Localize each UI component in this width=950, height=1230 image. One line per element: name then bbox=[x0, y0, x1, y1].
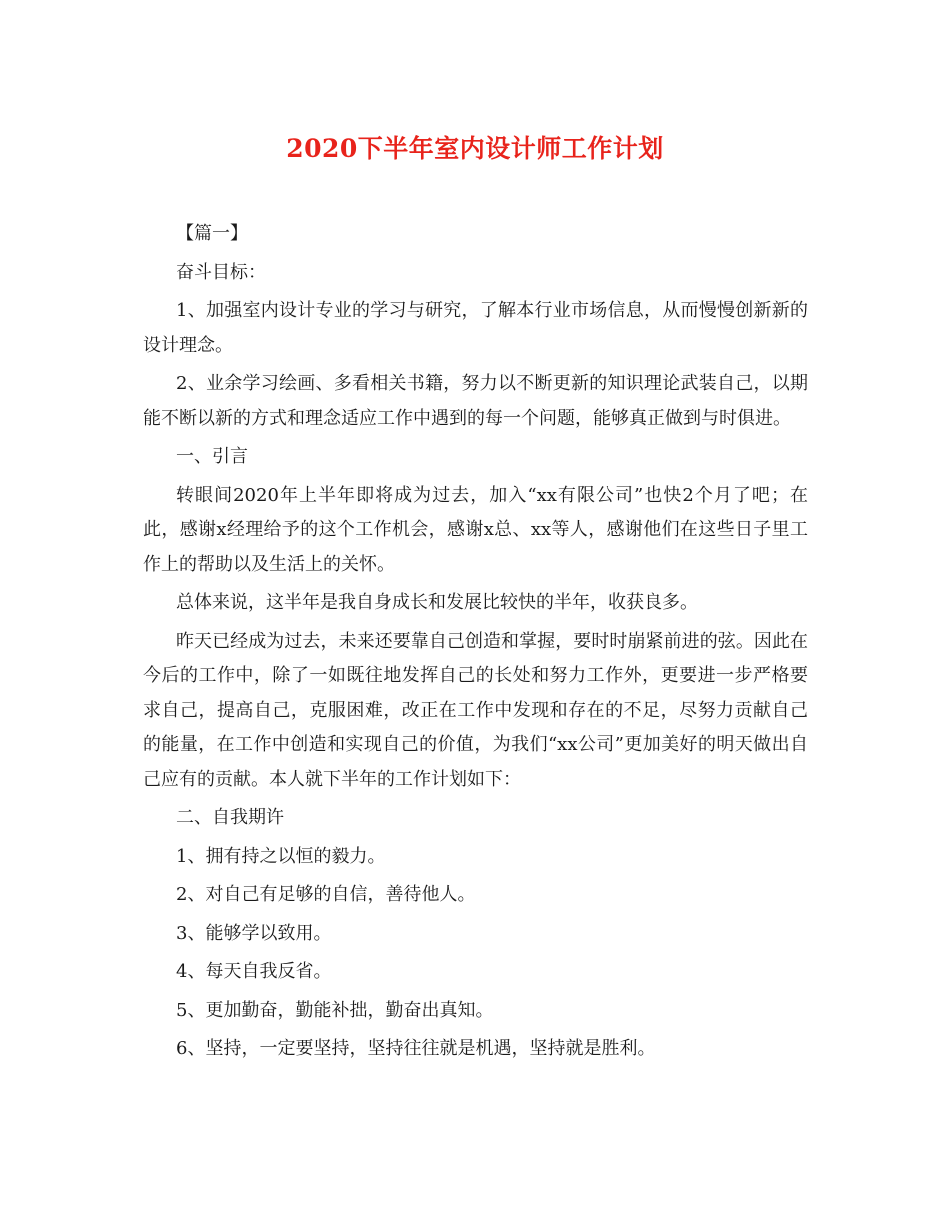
paragraph-intro-heading: 一、引言 bbox=[176, 446, 248, 467]
paragraph-goal-2: 2、业余学习绘画、多看相关书籍，努力以不断更新的知识理论武装自己，以期能不断以新的方式和理念适应工作中遇到的每一个问题，能够真正做到与时俱进。 bbox=[143, 373, 808, 429]
paragraph-expectations-heading: 二、自我期许 bbox=[176, 807, 284, 828]
paragraph-intro-text: 转眼间2020年上半年即将成为过去，加入“xx有限公司”也快2个月了吧；在此，感谢x经理给予的这个工作机会，感谢x总、xx等人，感谢他们在这些日子里工作上的帮助以及生活上的关怀。 bbox=[143, 484, 808, 575]
document-title: 2020下半年室内设计师工作计划 bbox=[286, 134, 664, 163]
paragraph-expectation-1: 1、拥有持之以恒的毅力。 bbox=[176, 845, 386, 867]
paragraph-expectation-5: 5、更加勤奋，勤能补拙，勤奋出真知。 bbox=[176, 999, 494, 1021]
document-body bbox=[143, 217, 808, 1071]
paragraph-goals-heading: 奋斗目标： bbox=[176, 261, 266, 283]
paragraph-outlook: 昨天已经成为过去，未来还要靠自己创造和掌握，要时时崩紧前进的弦。因此在今后的工作中，除了一如既往地发挥自己的长处和努力工作外，更要进一步严格要求自己，提高自己，克服困难，改正在工作中发现和存在的不足，尽努力贡献自己的能量，在工作中创造和实现自己的价值，为我们“xx公司”更加美好的明天做出自己应有的贡献。本人就下半年的工作计划如下： bbox=[143, 630, 808, 790]
paragraph-goal-1: 1、加强室内设计专业的学习与研究，了解本行业市场信息，从而慢慢创新新的设计理念。 bbox=[143, 300, 808, 356]
paragraph-expectation-4: 4、每天自我反省。 bbox=[176, 961, 332, 982]
paragraph-expectation-6: 6、坚持，一定要坚持，坚持往往就是机遇，坚持就是胜利。 bbox=[176, 1038, 656, 1059]
paragraph-summary: 总体来说，这半年是我自身成长和发展比较快的半年，收获良多。 bbox=[176, 592, 698, 613]
paragraph-expectation-2: 2、对自己有足够的自信，善待他人。 bbox=[176, 884, 476, 905]
paragraph-section-heading: 【篇一】 bbox=[176, 223, 248, 244]
paragraph-expectation-3: 3、能够学以致用。 bbox=[176, 922, 332, 944]
